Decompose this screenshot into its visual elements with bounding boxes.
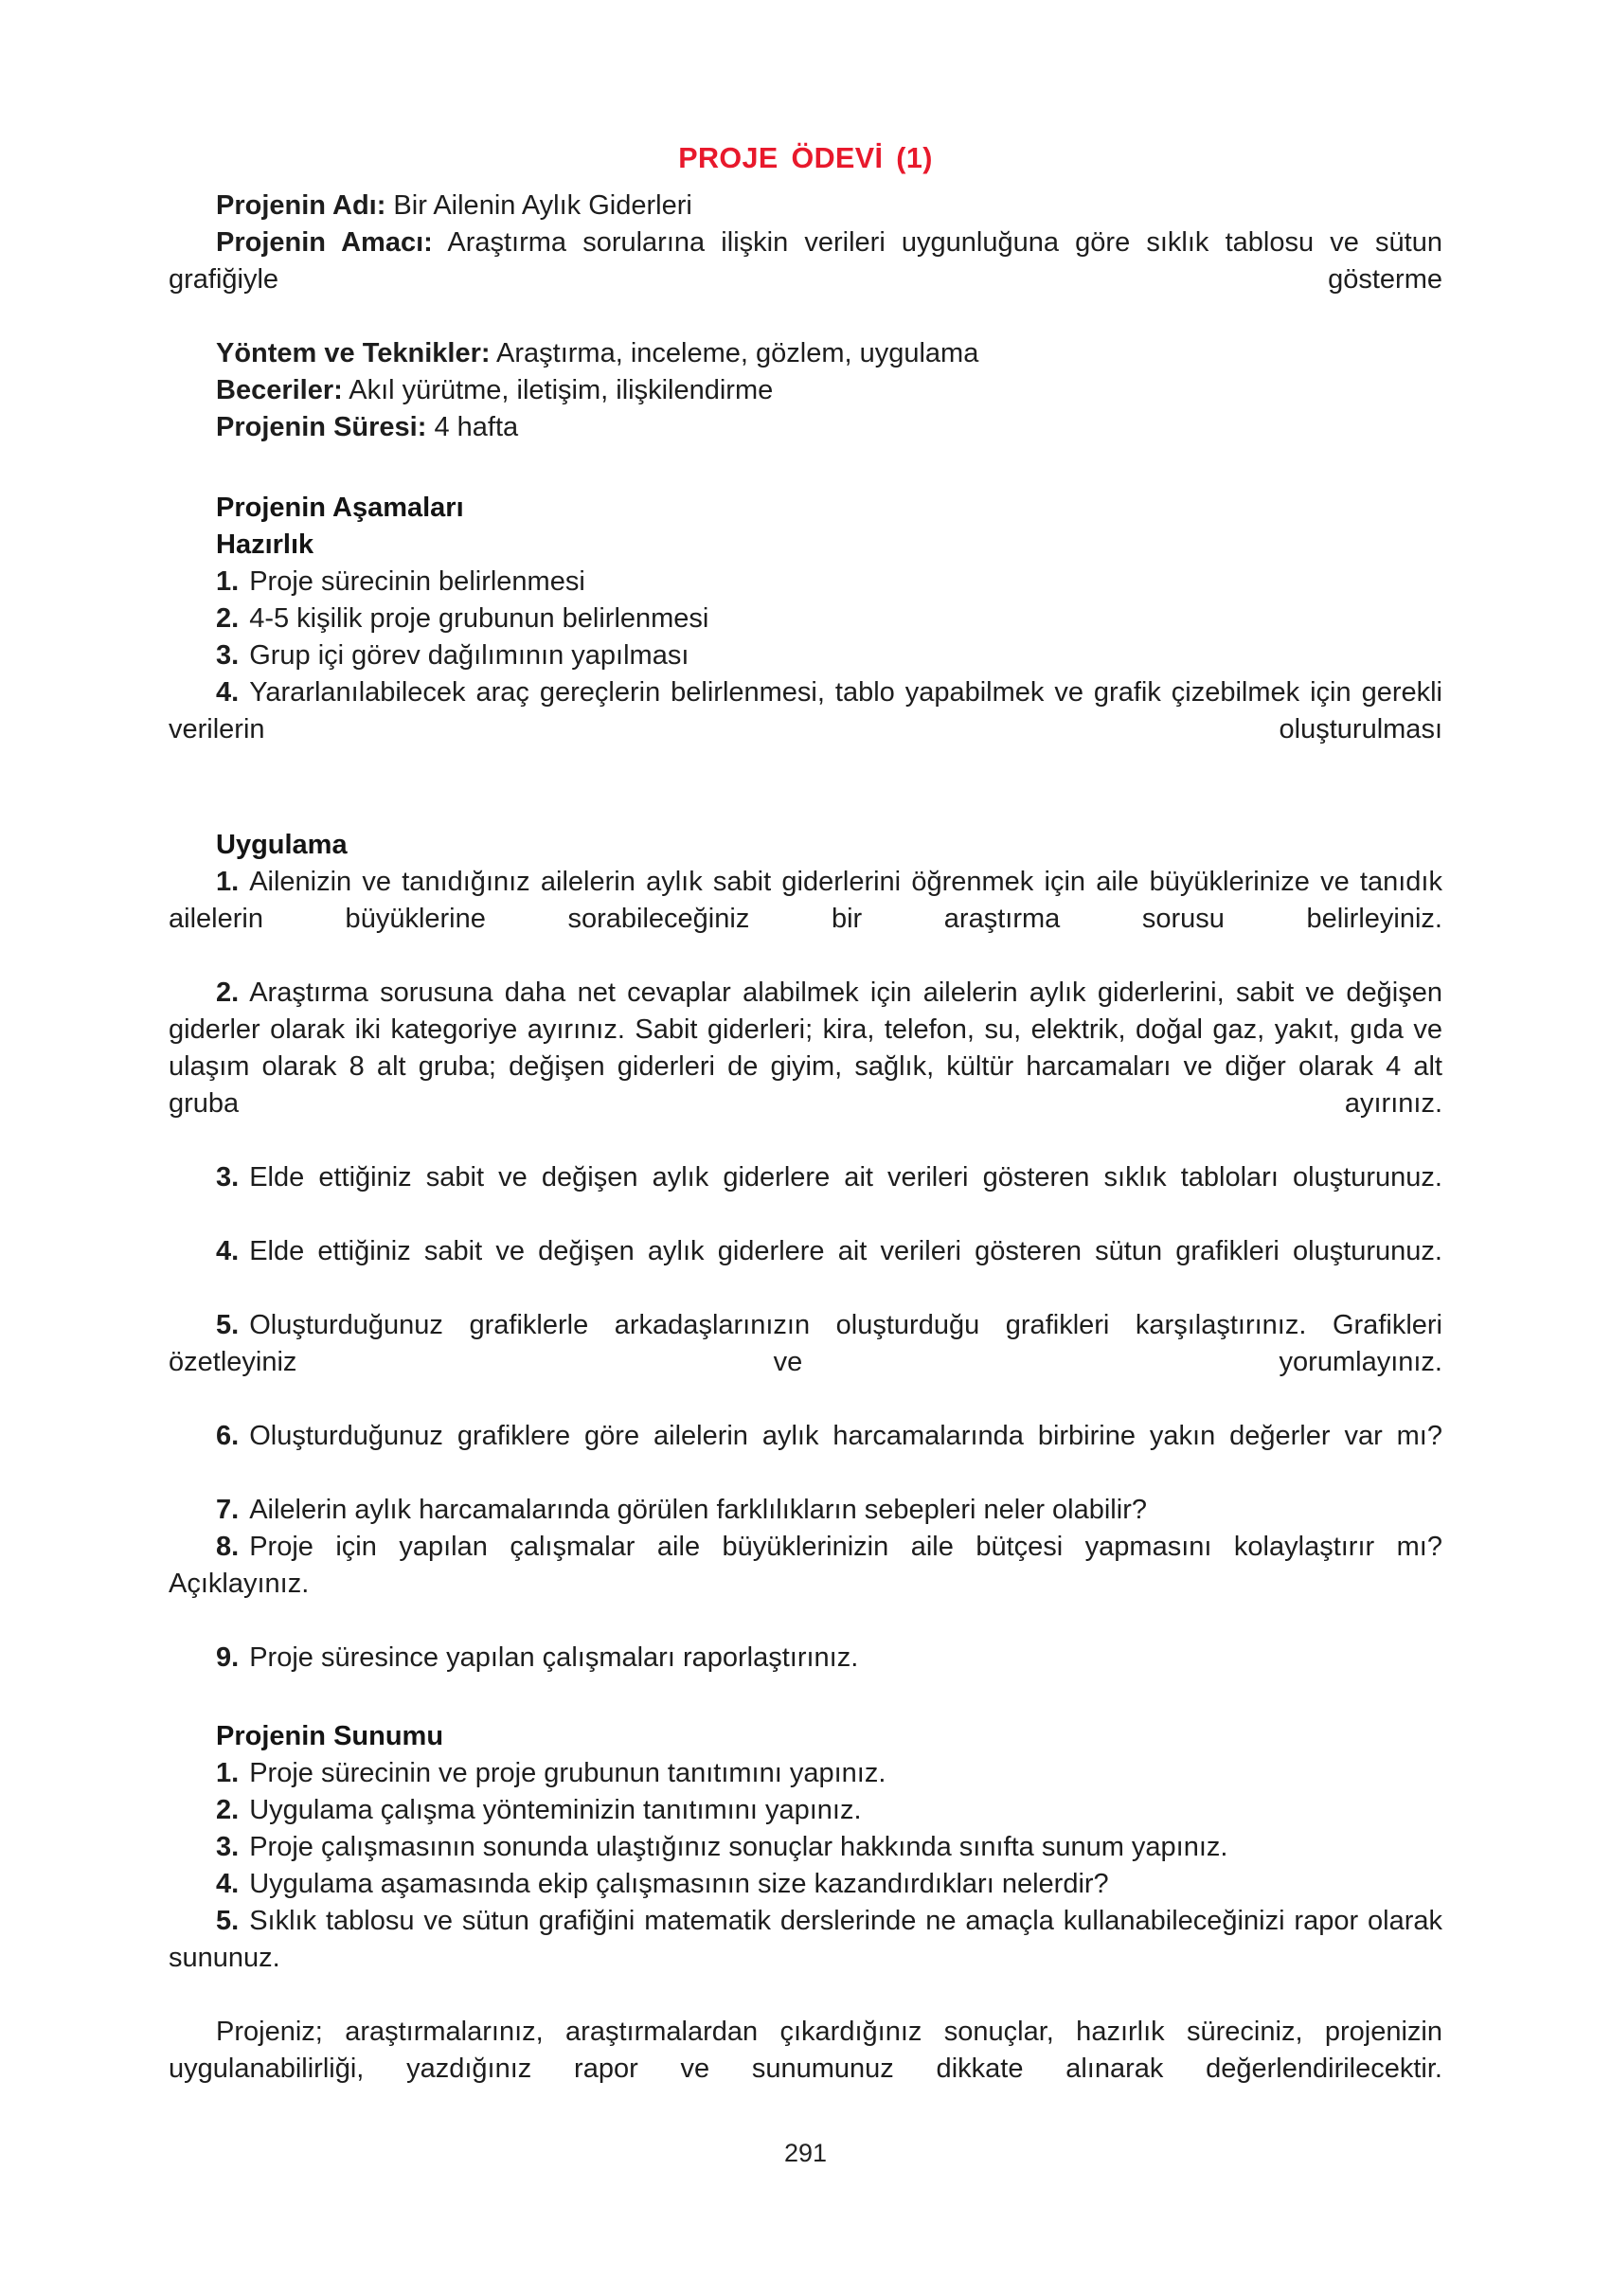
list-item-text: 4-5 kişilik proje grubunun belirlenmesi — [249, 603, 709, 634]
list-item-number: 4. — [216, 1869, 240, 1899]
list-item-text: Sıklık tablosu ve sütun grafiğini matematik derslerinde ne amaçla kullanabileceğinizi rapor olarak sununuz. — [169, 1906, 1442, 1973]
list-item-number: 5. — [216, 1310, 240, 1340]
section-heading-application: Uygulama — [216, 830, 348, 860]
list-item-text: Uygulama aşamasında ekip çalışmasının size kazandırdıkları nelerdir? — [249, 1869, 1109, 1899]
list-item-number: 1. — [216, 867, 240, 897]
list-item — [169, 1829, 1442, 1866]
list-item — [169, 864, 1442, 975]
list-item-text: Proje süresince yapılan çalışmaları raporlaştırınız. — [249, 1642, 859, 1673]
list-item — [169, 601, 1442, 637]
list-item-text: Proje çalışmasının sonunda ulaştığınız sonuçlar hakkında sınıfta sunum yapınız. — [249, 1832, 1228, 1862]
list-item-number: 7. — [216, 1495, 240, 1525]
list-item-text: Proje için yapılan çalışmalar aile büyüklerinizin aile bütçesi yapmasını kolaylaştırır mı? Açıklayınız. — [169, 1532, 1442, 1599]
list-item-number: 2. — [216, 978, 240, 1008]
section-heading-stages: Projenin Aşamaları — [216, 493, 464, 523]
spacer — [169, 1677, 1442, 1718]
section-heading-presentation: Projenin Sunumu — [216, 1721, 444, 1751]
list-item-number: 9. — [216, 1642, 240, 1673]
closing-paragraph: Projeniz; araştırmalarınız, araştırmalardan çıkardığınız sonuçlar, hazırlık süreciniz, projenizin uygulanabilirliği, yazdığınız rapor ve sunumunuz dikkate alınarak değerlendirilecektir. — [169, 2017, 1442, 2084]
list-item-number: 3. — [216, 1832, 240, 1862]
list-item-number: 6. — [216, 1421, 240, 1451]
list-item — [169, 1418, 1442, 1492]
list-item — [169, 1529, 1442, 1640]
info-label-methods: Yöntem ve Teknikler: — [216, 338, 491, 368]
list-item-number: 5. — [216, 1906, 240, 1936]
list-item-text: Elde ettiğiniz sabit ve değişen aylık giderlere ait verileri gösteren sütun grafikleri oluşturunuz. — [249, 1236, 1442, 1266]
list-item-text: Oluşturduğunuz grafiklere göre ailelerin aylık harcamalarında birbirine yakın değerler var mı? — [249, 1421, 1442, 1451]
list-item-number: 1. — [216, 566, 240, 597]
list-item — [169, 1159, 1442, 1233]
list-item-number: 4. — [216, 677, 240, 708]
preparation-list — [169, 564, 1442, 785]
list-item-text: Proje sürecinin belirlenmesi — [249, 566, 585, 597]
list-item-number: 3. — [216, 1162, 240, 1193]
info-label-project-name: Projenin Adı: — [216, 190, 386, 221]
info-label-duration: Projenin Süresi: — [216, 412, 427, 442]
list-item-text: Ailelerin aylık harcamalarında görülen farklılıkların sebepleri neler olabilir? — [249, 1495, 1147, 1525]
list-item — [169, 1640, 1442, 1677]
list-item — [169, 1492, 1442, 1529]
list-item-text: Proje sürecinin ve proje grubunun tanıtımını yapınız. — [249, 1758, 886, 1788]
info-field-skills — [169, 372, 1442, 409]
list-item — [169, 1307, 1442, 1418]
application-list — [169, 864, 1442, 1677]
spacer — [169, 785, 1442, 827]
list-item — [169, 637, 1442, 674]
list-item-text: Uygulama çalışma yönteminizin tanıtımını yapınız. — [249, 1795, 862, 1825]
info-value-duration: 4 hafta — [426, 412, 519, 442]
info-value-project-name: Bir Ailenin Aylık Giderleri — [385, 190, 692, 221]
list-item-number: 1. — [216, 1758, 240, 1788]
list-item — [169, 975, 1442, 1159]
list-item — [169, 1233, 1442, 1307]
list-item — [169, 1903, 1442, 2014]
info-field-project-purpose — [169, 224, 1442, 335]
section-heading-preparation: Hazırlık — [216, 529, 314, 560]
project-info-block — [169, 188, 1442, 446]
info-value-methods: Araştırma, inceleme, gözlem, uygulama — [490, 338, 979, 368]
list-item-number: 2. — [216, 603, 240, 634]
list-item-text: Elde ettiğiniz sabit ve değişen aylık giderlere ait verileri gösteren sıklık tabloları oluşturunuz. — [249, 1162, 1442, 1193]
list-item — [169, 564, 1442, 601]
list-item-number: 4. — [216, 1236, 240, 1266]
list-item-number: 3. — [216, 640, 240, 671]
list-item — [169, 1792, 1442, 1829]
info-label-project-purpose: Projenin Amacı: — [216, 227, 433, 258]
info-value-project-purpose: Araştırma sorularına ilişkin verileri uygunluğuna göre sıklık tablosu ve sütun grafiğiyle gösterme — [169, 227, 1442, 295]
list-item-number: 2. — [216, 1795, 240, 1825]
list-item-text: Oluşturduğunuz grafiklerle arkadaşlarınızın oluşturduğu grafikleri karşılaştırınız. Grafikleri özetleyiniz ve yorumlayınız. — [169, 1310, 1442, 1377]
page-title: PROJE ÖDEVİ (1) — [678, 142, 933, 174]
list-item — [169, 674, 1442, 785]
list-item-text: Ailenizin ve tanıdığınız ailelerin aylık sabit giderlerini öğrenmek için aile büyüklerinize ve tanıdık ailelerin büyüklerine sorabileceğiniz bir araştırma sorusu belirleyiniz. — [169, 867, 1442, 934]
list-item-text: Araştırma sorusuna daha net cevaplar alabilmek için ailelerin aylık giderlerini, sabit ve değişen giderler olarak iki kategoriye ayırınız. Sabit giderleri; kira, telefon, su, elektrik, doğal gaz, yakıt, gıda ve ulaşım olarak 8 alt gruba; değişen giderleri de giyim, sağlık, kültür harcamaları ve diğer olarak 4 alt gruba ayırınız. — [169, 978, 1442, 1119]
info-field-project-name — [169, 188, 1442, 224]
info-field-duration — [169, 409, 1442, 446]
info-value-skills: Akıl yürütme, iletişim, ilişkilendirme — [342, 375, 774, 405]
list-item — [169, 1866, 1442, 1903]
spacer — [169, 446, 1442, 490]
list-item-number: 8. — [216, 1532, 240, 1562]
list-item-text: Grup içi görev dağılımının yapılması — [249, 640, 689, 671]
presentation-list — [169, 1755, 1442, 2014]
list-item — [169, 1755, 1442, 1792]
page-number: 291 — [783, 2139, 828, 2167]
list-item-text: Yararlanılabilecek araç gereçlerin belirlenmesi, tablo yapabilmek ve grafik çizebilmek için gerekli verilerin oluşturulması — [169, 677, 1442, 744]
info-label-skills: Beceriler: — [216, 375, 343, 405]
info-field-methods — [169, 335, 1442, 372]
